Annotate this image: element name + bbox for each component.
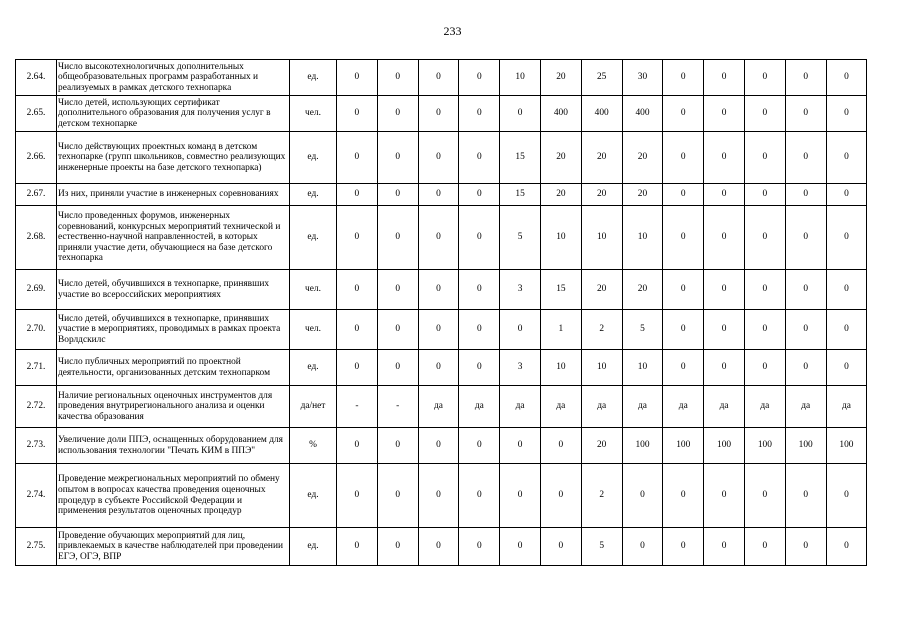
table-row	[16, 350, 867, 386]
value-cell: 0	[785, 310, 826, 350]
value-cell: 0	[663, 206, 704, 270]
indicator-name: Число детей, обучившихся в технопарке, принявших участие в мероприятиях, проводимых в рамках проекта Ворлдскилс	[57, 310, 290, 350]
value-cell: 0	[337, 464, 378, 528]
unit-cell: да/нет	[290, 386, 337, 428]
value-cell: 20	[540, 60, 581, 96]
value-cell: 10	[581, 350, 622, 386]
unit-cell: ед.	[290, 350, 337, 386]
value-cell: 15	[540, 270, 581, 310]
value-cell: 0	[744, 464, 785, 528]
row-number: 2.73.	[16, 428, 57, 464]
value-cell: 0	[785, 206, 826, 270]
value-cell: 10	[581, 206, 622, 270]
value-cell: 0	[418, 270, 459, 310]
value-cell: -	[377, 386, 418, 428]
value-cell: 0	[704, 528, 745, 566]
value-cell: 0	[377, 528, 418, 566]
value-cell: 0	[418, 464, 459, 528]
value-cell: 0	[744, 60, 785, 96]
value-cell: 0	[337, 184, 378, 206]
value-cell: 0	[500, 96, 541, 132]
value-cell: 0	[377, 184, 418, 206]
unit-cell: чел.	[290, 96, 337, 132]
value-cell: 0	[826, 184, 867, 206]
indicator-name: Число действующих проектных команд в детском технопарке (групп школьников, совместно реализующих инженерные проекты на базе детского технопарка)	[57, 132, 290, 184]
value-cell: 0	[744, 96, 785, 132]
value-cell: 0	[337, 528, 378, 566]
value-cell: 20	[581, 270, 622, 310]
value-cell: 0	[337, 310, 378, 350]
value-cell: 0	[500, 428, 541, 464]
value-cell: 0	[459, 132, 500, 184]
value-cell: 20	[622, 270, 663, 310]
value-cell: 0	[540, 464, 581, 528]
value-cell: 0	[826, 96, 867, 132]
value-cell: 0	[785, 96, 826, 132]
value-cell: 5	[581, 528, 622, 566]
value-cell: 0	[744, 184, 785, 206]
table-row	[16, 60, 867, 96]
value-cell: 0	[418, 206, 459, 270]
unit-cell: ед.	[290, 528, 337, 566]
value-cell: 10	[540, 350, 581, 386]
page-number: 233	[443, 24, 462, 38]
value-cell: да	[418, 386, 459, 428]
value-cell: 1	[540, 310, 581, 350]
value-cell: 15	[500, 184, 541, 206]
value-cell: 0	[744, 310, 785, 350]
value-cell: 0	[826, 270, 867, 310]
value-cell: 100	[826, 428, 867, 464]
value-cell: 0	[418, 60, 459, 96]
value-cell: 0	[418, 428, 459, 464]
value-cell: 0	[377, 428, 418, 464]
value-cell: 0	[337, 350, 378, 386]
value-cell: 0	[337, 96, 378, 132]
value-cell: 0	[377, 310, 418, 350]
value-cell: 20	[581, 184, 622, 206]
row-number: 2.65.	[16, 96, 57, 132]
value-cell: да	[785, 386, 826, 428]
value-cell: 0	[622, 464, 663, 528]
value-cell: 0	[500, 464, 541, 528]
row-number: 2.64.	[16, 60, 57, 96]
table-row	[16, 428, 867, 464]
row-number: 2.68.	[16, 206, 57, 270]
value-cell: 0	[459, 270, 500, 310]
unit-cell: ед.	[290, 464, 337, 528]
value-cell: 0	[337, 132, 378, 184]
indicator-name: Число детей, использующих сертификат дополнительного образования для получения услуг в детском технопарке	[57, 96, 290, 132]
value-cell: да	[663, 386, 704, 428]
value-cell: 0	[826, 60, 867, 96]
value-cell: 0	[337, 206, 378, 270]
value-cell: 0	[377, 350, 418, 386]
value-cell: 30	[622, 60, 663, 96]
value-cell: 0	[500, 310, 541, 350]
value-cell: 0	[377, 132, 418, 184]
value-cell: 20	[581, 132, 622, 184]
row-number: 2.75.	[16, 528, 57, 566]
value-cell: 20	[540, 132, 581, 184]
table-row	[16, 132, 867, 184]
table-row	[16, 96, 867, 132]
value-cell: 0	[826, 132, 867, 184]
value-cell: 0	[337, 428, 378, 464]
value-cell: да	[704, 386, 745, 428]
value-cell: 0	[459, 96, 500, 132]
table-row	[16, 270, 867, 310]
value-cell: 0	[704, 270, 745, 310]
value-cell: 2	[581, 464, 622, 528]
value-cell: 100	[663, 428, 704, 464]
indicator-name: Наличие региональных оценочных инструментов для проведения внутрирегионального анализа и оценки качества образования	[57, 386, 290, 428]
value-cell: 5	[500, 206, 541, 270]
value-cell: 0	[418, 528, 459, 566]
value-cell: 0	[418, 132, 459, 184]
value-cell: 0	[704, 132, 745, 184]
unit-cell: ед.	[290, 60, 337, 96]
value-cell: 10	[500, 60, 541, 96]
unit-cell: ед.	[290, 132, 337, 184]
value-cell: 0	[704, 464, 745, 528]
value-cell: 20	[622, 184, 663, 206]
value-cell: 0	[459, 528, 500, 566]
value-cell: да	[622, 386, 663, 428]
value-cell: да	[540, 386, 581, 428]
value-cell: 0	[663, 310, 704, 350]
value-cell: 0	[663, 464, 704, 528]
row-number: 2.67.	[16, 184, 57, 206]
value-cell: да	[744, 386, 785, 428]
indicator-name: Проведение межрегиональных мероприятий по обмену опытом в вопросах качества проведения оценочных процедур в субъекте Российской Федерации и применения результатов оценочных процедур	[57, 464, 290, 528]
unit-cell: чел.	[290, 310, 337, 350]
value-cell: 25	[581, 60, 622, 96]
value-cell: 0	[826, 464, 867, 528]
value-cell: 0	[663, 184, 704, 206]
value-cell: 0	[785, 270, 826, 310]
value-cell: 0	[785, 350, 826, 386]
value-cell: 0	[785, 464, 826, 528]
indicator-name: Число высокотехнологичных дополнительных общеобразовательных программ разработанных и реализуемых в рамках детского технопарка	[57, 60, 290, 96]
indicator-name: Проведение обучающих мероприятий для лиц, привлекаемых в качестве наблюдателей при проведении ЕГЭ, ОГЭ, ВПР	[57, 528, 290, 566]
table-row	[16, 386, 867, 428]
value-cell: 15	[500, 132, 541, 184]
row-number: 2.69.	[16, 270, 57, 310]
value-cell: 0	[744, 206, 785, 270]
value-cell: 0	[704, 206, 745, 270]
value-cell: 0	[377, 464, 418, 528]
value-cell: 0	[459, 184, 500, 206]
value-cell: 0	[704, 60, 745, 96]
value-cell: 100	[785, 428, 826, 464]
value-cell: 0	[663, 350, 704, 386]
value-cell: 0	[418, 184, 459, 206]
value-cell: 0	[377, 206, 418, 270]
value-cell: 100	[622, 428, 663, 464]
value-cell: 0	[704, 350, 745, 386]
value-cell: 0	[744, 132, 785, 184]
value-cell: 0	[418, 350, 459, 386]
value-cell: 0	[459, 464, 500, 528]
row-number: 2.71.	[16, 350, 57, 386]
unit-cell: %	[290, 428, 337, 464]
value-cell: 10	[622, 206, 663, 270]
value-cell: 0	[540, 428, 581, 464]
indicator-name: Число проведенных форумов, инженерных соревнований, конкурсных мероприятий технической и естественно-научной направленностей, в которых приняли участие дети, обучающиеся на базе детского технопарка	[57, 206, 290, 270]
value-cell: 5	[622, 310, 663, 350]
value-cell: 0	[826, 206, 867, 270]
value-cell: да	[500, 386, 541, 428]
value-cell: 0	[418, 310, 459, 350]
value-cell: 0	[663, 270, 704, 310]
value-cell: 20	[622, 132, 663, 184]
table-row	[16, 184, 867, 206]
row-number: 2.74.	[16, 464, 57, 528]
table-row	[16, 464, 867, 528]
value-cell: 0	[785, 184, 826, 206]
value-cell: 0	[540, 528, 581, 566]
table-row	[16, 528, 867, 566]
value-cell: 0	[377, 96, 418, 132]
value-cell: 0	[337, 60, 378, 96]
value-cell: 400	[540, 96, 581, 132]
value-cell: 0	[704, 184, 745, 206]
value-cell: 3	[500, 270, 541, 310]
value-cell: 0	[459, 206, 500, 270]
value-cell: 0	[785, 60, 826, 96]
indicator-name: Из них, приняли участие в инженерных соревнованиях	[57, 184, 290, 206]
value-cell: 0	[500, 528, 541, 566]
indicator-name: Число публичных мероприятий по проектной деятельности, организованных детским технопарком	[57, 350, 290, 386]
value-cell: 0	[826, 310, 867, 350]
value-cell: 0	[377, 60, 418, 96]
value-cell: 0	[622, 528, 663, 566]
indicator-name: Число детей, обучившихся в технопарке, принявших участие во всероссийских мероприятиях	[57, 270, 290, 310]
value-cell: 0	[744, 270, 785, 310]
value-cell: 10	[540, 206, 581, 270]
row-number: 2.66.	[16, 132, 57, 184]
value-cell: 0	[663, 96, 704, 132]
value-cell: 0	[418, 96, 459, 132]
value-cell: 100	[704, 428, 745, 464]
value-cell: 0	[826, 528, 867, 566]
value-cell: 400	[581, 96, 622, 132]
value-cell: 0	[704, 96, 745, 132]
value-cell: 0	[663, 528, 704, 566]
value-cell: 0	[459, 60, 500, 96]
indicators-table	[15, 59, 867, 566]
value-cell: 0	[663, 60, 704, 96]
value-cell: 0	[459, 310, 500, 350]
value-cell: 0	[663, 132, 704, 184]
table-row	[16, 206, 867, 270]
table-row	[16, 310, 867, 350]
value-cell: 10	[622, 350, 663, 386]
value-cell: 0	[337, 270, 378, 310]
value-cell: 20	[581, 428, 622, 464]
unit-cell: чел.	[290, 270, 337, 310]
value-cell: 400	[622, 96, 663, 132]
unit-cell: ед.	[290, 206, 337, 270]
value-cell: 2	[581, 310, 622, 350]
value-cell: 20	[540, 184, 581, 206]
indicator-name: Увеличение доли ППЭ, оснащенных оборудованием для использования технологии "Печать КИМ в ППЭ"	[57, 428, 290, 464]
value-cell: 0	[704, 310, 745, 350]
value-cell: 0	[785, 528, 826, 566]
unit-cell: ед.	[290, 184, 337, 206]
value-cell: 100	[744, 428, 785, 464]
value-cell: да	[826, 386, 867, 428]
value-cell: 0	[459, 428, 500, 464]
value-cell: 3	[500, 350, 541, 386]
value-cell: 0	[459, 350, 500, 386]
value-cell: 0	[744, 528, 785, 566]
value-cell: 0	[744, 350, 785, 386]
row-number: 2.70.	[16, 310, 57, 350]
value-cell: -	[337, 386, 378, 428]
value-cell: да	[581, 386, 622, 428]
value-cell: 0	[785, 132, 826, 184]
value-cell: 0	[377, 270, 418, 310]
row-number: 2.72.	[16, 386, 57, 428]
value-cell: да	[459, 386, 500, 428]
value-cell: 0	[826, 350, 867, 386]
